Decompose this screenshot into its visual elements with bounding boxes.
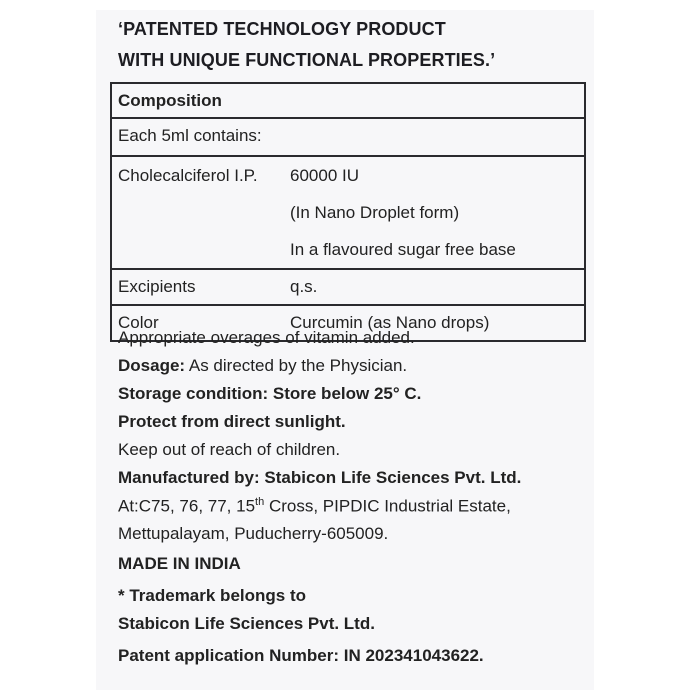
table-row: [111, 83, 585, 118]
storage-condition: Storage condition: Store below 25° C.: [118, 384, 422, 403]
trademark-line-1: * Trademark belongs to: [118, 586, 306, 605]
excipients-value: q.s.: [284, 269, 585, 305]
cholecalciferol-base: In a flavoured sugar free base: [290, 240, 516, 259]
table-row: [111, 118, 585, 156]
made-in-india: MADE IN INDIA: [118, 554, 241, 573]
city-line: Mettupalayam, Puducherry-605009.: [118, 524, 389, 543]
composition-table: [110, 82, 586, 342]
patent-number: Patent application Number: IN 202341043622.: [118, 646, 484, 665]
trademark-line-2: Stabicon Life Sciences Pvt. Ltd.: [118, 614, 375, 633]
each-5ml-text: Each 5ml contains:: [111, 118, 585, 156]
cholecalciferol-dose: 60000 IU: [290, 166, 359, 185]
dosage-line: [118, 356, 407, 376]
excipients-label: Excipients: [111, 269, 284, 305]
manufacturer: Manufactured by: Stabicon Life Sciences Pvt. Ltd.: [118, 468, 522, 487]
cholecalciferol-label: Cholecalciferol I.P.: [111, 156, 284, 269]
color-label: Color: [111, 305, 284, 341]
dosage-value: As directed by the Physician.: [185, 356, 408, 375]
keep-out-reach: Keep out of reach of children.: [118, 440, 341, 459]
color-value: Curcumin (as Nano drops): [284, 305, 585, 341]
dosage-label: Dosage:: [118, 356, 186, 375]
header-line-1: ‘PATENTED TECHNOLOGY PRODUCT: [118, 19, 446, 39]
protect-sunlight: Protect from direct sunlight.: [118, 412, 346, 431]
table-row: [111, 156, 585, 269]
cholecalciferol-form: (In Nano Droplet form): [290, 203, 460, 222]
overages-text: Appropriate overages of vitamin added.: [118, 328, 415, 347]
cholecalciferol-value: [284, 156, 585, 269]
table-row: [111, 269, 585, 305]
composition-title: Composition: [111, 83, 585, 118]
header-line-2: WITH UNIQUE FUNCTIONAL PROPERTIES.’: [118, 50, 496, 70]
address-line: At:C75, 76, 77, 15th Cross, PIPDIC Industrial Estate,: [118, 496, 511, 516]
